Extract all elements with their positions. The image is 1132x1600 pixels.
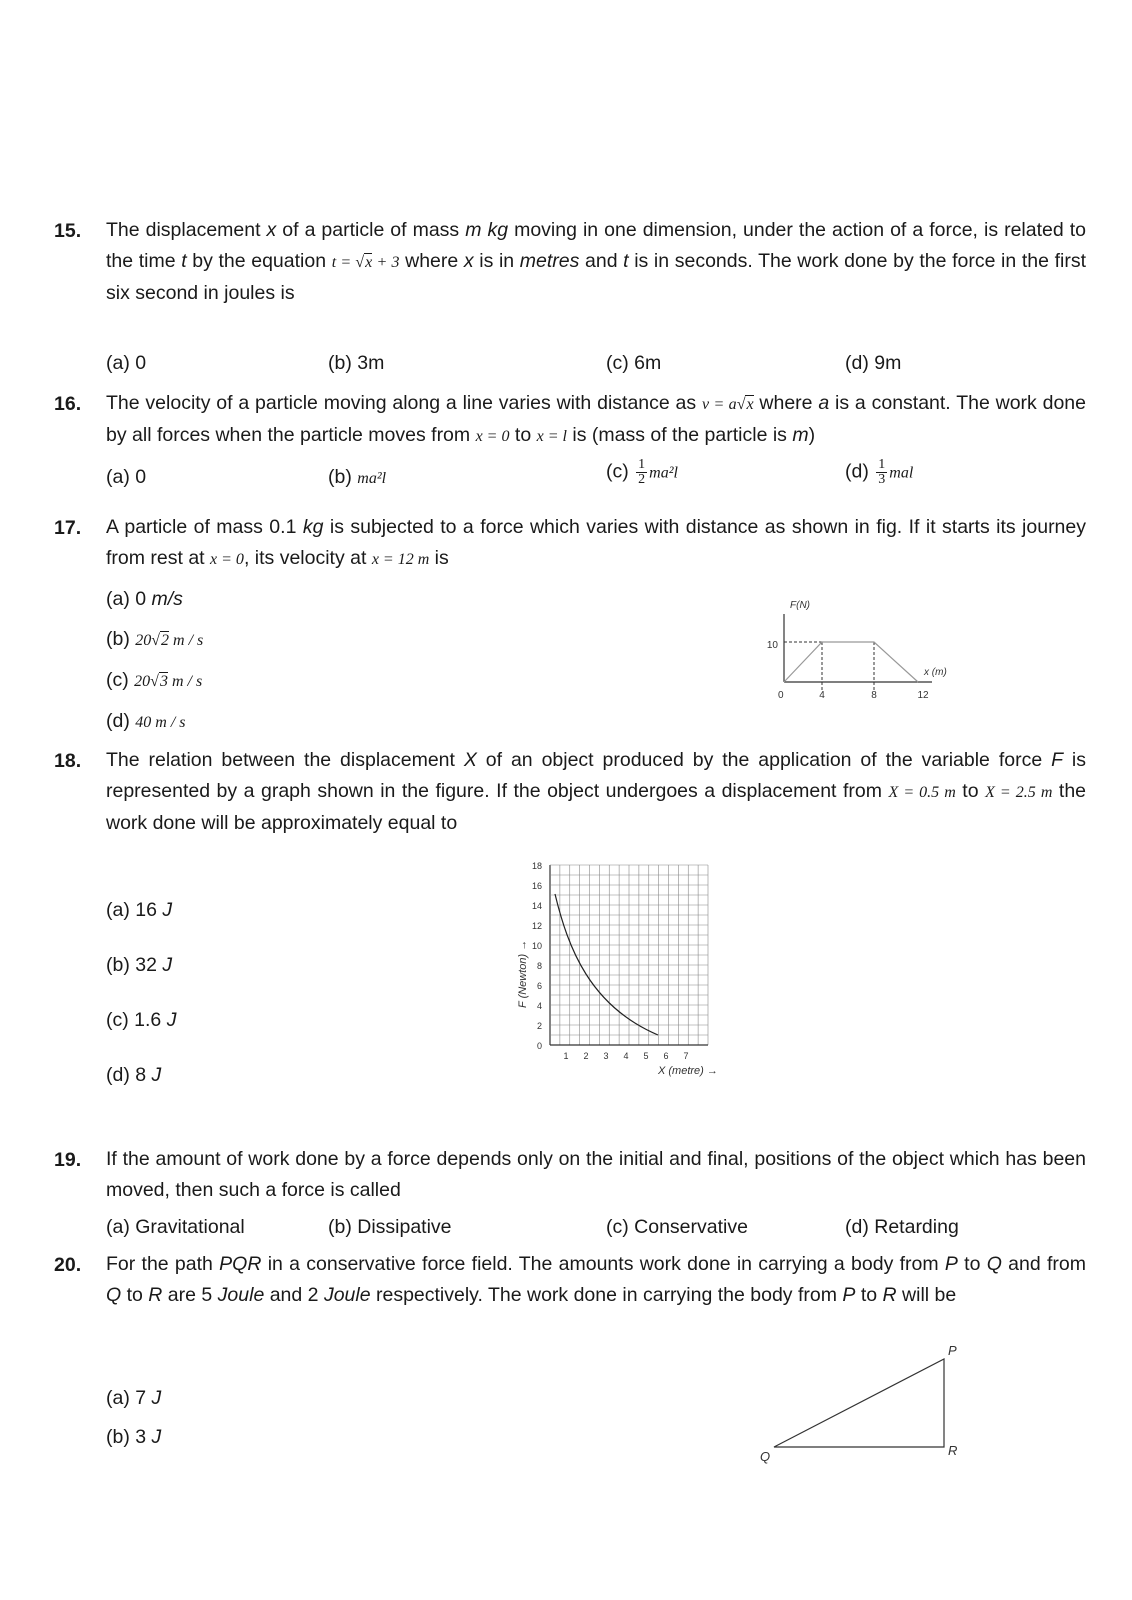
q17-option-c[interactable]: (c) 20√3 m / s [106,669,203,691]
q17-xtick-12: 12 [917,690,929,701]
q18-xtick-label: 1 [563,1051,569,1061]
q20-label-q: Q [760,1449,771,1464]
question-19-number: 19. [54,1149,82,1171]
q17-option-b[interactable]: (b) 20√2 m / s [106,628,204,650]
q18-ytick-label: 2 [536,1021,542,1031]
q16-equation: v = a√x [701,396,754,413]
q17-option-a[interactable]: (a) 0 m/s [106,588,183,610]
q20-label-r: R [948,1443,958,1458]
q18-xtick-label: 5 [643,1051,649,1061]
q18-x-ticks [563,1051,688,1061]
q16-option-a[interactable]: (a) 0 [106,466,147,488]
q18-xtick-label: 7 [683,1051,689,1061]
q18-xtick-label: 6 [663,1051,669,1061]
q18-ytick-label: 18 [531,861,542,871]
q17-xtick-4: 4 [819,690,825,701]
q18-option-a[interactable]: (a) 16 J [106,899,173,921]
q17-graph-ylabel: F(N) [790,600,810,611]
question-19-text: If the amount of work done by a force depends only on the initial and final, positions of the object which has been moved, then such a force is called [106,1148,1086,1201]
q18-graph-xlabel: X (metre) → [658,1065,718,1077]
q18-ytick-label: 4 [536,1001,542,1011]
q18-ytick-label: 8 [536,961,542,971]
q18-ytick-label: 12 [531,921,542,931]
q19-option-a[interactable]: (a) Gravitational [106,1216,245,1238]
q19-option-b[interactable]: (b) Dissipative [328,1216,452,1238]
q18-xtick-label: 2 [583,1051,589,1061]
question-16-number: 16. [54,393,82,415]
q18-graph-ylabel: F (Newton) → [517,939,529,1008]
q18-ytick-label: 14 [531,901,542,911]
q20-option-a[interactable]: (a) 7 J [106,1387,162,1409]
question-20-number: 20. [54,1254,82,1276]
q18-ytick-label: 10 [531,941,542,951]
q18-ytick-label: 16 [531,881,542,891]
q17-xtick-8: 8 [871,690,877,701]
fraction: $\frac{1}{2}$ [638,457,646,487]
q17-xtick-0: 0 [778,690,784,701]
q18-xtick-label: 3 [603,1051,609,1061]
q20-triangle-figure [760,1345,960,1465]
q20-triangle-pqr [774,1359,944,1447]
q18-option-d[interactable]: (d) 8 J [106,1064,162,1086]
q20-label-p: P [948,1343,957,1358]
q17-option-d[interactable]: (d) 40 m / s [106,710,186,732]
q19-option-d[interactable]: (d) Retarding [845,1216,959,1238]
q18-ytick-label: 0 [536,1041,542,1051]
q18-xtick-label: 4 [623,1051,629,1061]
q18-ytick-label: 6 [536,981,542,991]
q18-option-b[interactable]: (b) 32 J [106,954,173,976]
q16-option-d[interactable]: (d) $\frac{1}{3}$ mal [845,457,914,487]
q16-option-b[interactable]: (b) ma²l [328,466,387,488]
q18-y-ticks [532,861,542,1051]
q20-option-b[interactable]: (b) 3 J [106,1426,162,1448]
question-15-number: 15. [54,220,82,242]
q15-equation: t = √x + 3 [331,254,400,271]
q16-option-c[interactable]: (c) $\frac{1}{2}$ ma²l [606,457,678,487]
q18-force-graph [510,858,750,1088]
q15-option-d[interactable]: (d) 9m [845,352,902,374]
question-17-text: A particle of mass 0.1 kg is subjected to a force which varies with distance as shown in fig. If it starts its journey from rest at x = 0, its velocity at x = 12 m is [106,516,1086,569]
question-18-text: The relation between the displacement X of an object produced by the application of the variable force F is represented by a graph shown in the figure. If the object undergoes a displacement from X = 0.5 m to X = 2.5 m the work done will be approximately equal to [106,749,1087,834]
question-17-number: 17. [54,517,82,539]
question-18-number: 18. [54,750,82,772]
q15-option-a[interactable]: (a) 0 [106,352,147,374]
question-16-text: The velocity of a particle moving along a line varies with distance as v = a√x where a is a constant. The work done by all forces when the particle moves from x = 0 to x = l is (mass of the particle is m) [106,392,1086,446]
q18-option-c[interactable]: (c) 1.6 J [106,1009,177,1031]
q17-ytick-10: 10 [766,640,778,651]
q15-option-c[interactable]: (c) 6m [606,352,662,374]
q17-force-curve [784,642,918,682]
question-20-text: For the path PQR in a conservative force field. The amounts work done in carrying a body from P to Q and from Q to R are 5 Joule and 2 Joule respectively. The work done in carrying the body from P to R will be [106,1253,1086,1306]
q17-graph-xlabel: x (m) [924,667,947,678]
fraction: $\frac{1}{3}$ [878,457,886,487]
q15-option-b[interactable]: (b) 3m [328,352,385,374]
q17-force-graph [766,596,970,716]
question-15-text: The displacement x of a particle of mass m kg moving in one dimension, under the action of a force, is related to the time t by the equation t = √x + 3 where x is in metres and t is in seconds. The work done by the force in the first six second in joules is [106,219,1087,304]
q18-grid [550,865,708,1045]
q19-option-c[interactable]: (c) Conservative [606,1216,748,1238]
